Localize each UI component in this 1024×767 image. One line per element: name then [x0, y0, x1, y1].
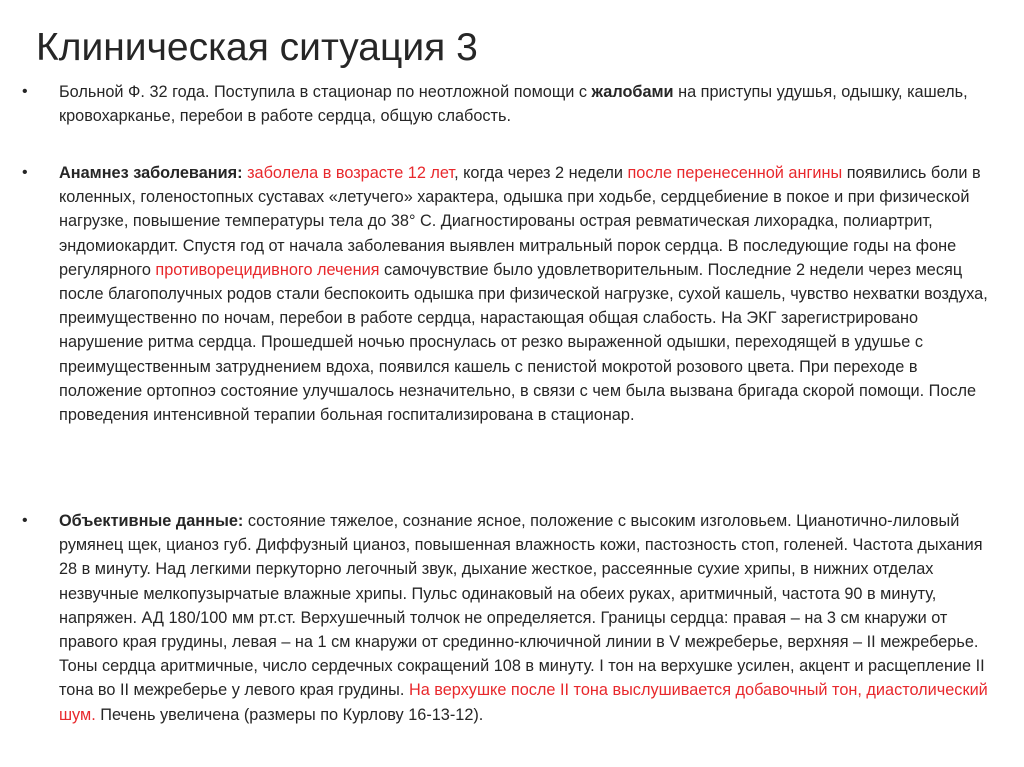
bullet-marker: •	[22, 164, 28, 181]
objective-paragraph	[22, 509, 1001, 727]
objective-text-1: состояние тяжелое, сознание ясное, положение с высоким изголовьем. Цианотично-лиловый румянец щек, цианоз губ. Диффузный цианоз, повышенная влажность кожи, пастозность стоп, голеней. Частота дыхания 28 в минуту. Над легкими перкуторно легочный звук, дыхание жесткое, рассеянные сухие хрипы, в нижних отделах незвучные мелкопузырчатые влажные хрипы. Пульс одинаковый на обеих руках, аритмичный, частота 90 в минуту, напряжен. АД 180/100 мм рт.ст. Верхушечный толчок не определяется. Границы сердца: правая – на 3 см кнаружи от правого края грудины, левая – на 1 см кнаружи от срединно-ключичной линии в V межреберье, верхняя – II межреберье. Тоны сердца аритмичные, число сердечных сокращений 108 в минуту. I тон на верхушке усилен, акцент и расщепление II тона во II межреберье у левого края грудины.	[59, 512, 985, 700]
bullet-marker: •	[22, 512, 28, 529]
complaints-paragraph	[22, 80, 1001, 128]
anamnesis-text-2: появились боли в коленных, голеностопных суставах «летучего» характера, одышка при ходьбе, сердцебиение в покое и при физической нагрузке, повышение температуры тела до 38° С. Диагностированы острая ревматическая лихорадка, полиартрит, эндомиокардит. Спустя год от начала заболевания выявлен митральный порок сердца. В последующие годы на фоне регулярного	[59, 164, 981, 279]
anamnesis-highlight-treatment: противорецидивного лечения	[155, 260, 380, 279]
complaints-bold-term: жалобами	[591, 83, 674, 101]
complaints-text-after: на приступы удушья, одышку, кашель, кровохарканье, перебои в работе сердца, общую слабость.	[59, 83, 968, 126]
objective-text-2: Печень увеличена (размеры по Курлову 16-13-12).	[95, 705, 484, 724]
objective-label: Объективные данные:	[59, 512, 244, 530]
anamnesis-text-1: , когда через 2 недели	[454, 164, 628, 182]
anamnesis-highlight-onset: заболела в возрасте 12 лет	[247, 164, 455, 182]
bullet-marker: •	[22, 83, 28, 100]
complaints-text-before: Больной Ф. 32 года. Поступила в стационар по неотложной помощи с	[59, 83, 592, 101]
objective-highlight-murmur: На верхушке после II тона выслушивается добавочный тон, диастолический шум.	[59, 681, 988, 724]
anamnesis-paragraph	[22, 161, 1001, 427]
anamnesis-label: Анамнез заболевания:	[59, 164, 243, 182]
anamnesis-highlight-angina: после перенесенной ангины	[627, 164, 843, 182]
anamnesis-text-3: самочувствие было удовлетворительным. Последние 2 недели через месяц после благополучных родов стали беспокоить одышка при физической нагрузке, сухой кашель, чувство нехватки воздуха, преимущественно по ночам, перебои в работе сердца, нарастающая общая слабость. На ЭКГ зарегистрировано нарушение ритма сердца. Прошедшей ночью проснулась от резко выраженной одышки, переходящей в удушье с преимущественным затруднением вдоха, появился кашель с пенистой мокротой розового цвета. При переходе в положение ортопноэ состояние улучшалось незначительно, в связи с чем была вызвана бригада скорой помощи. После проведения интенсивной терапии больная госпитализирована в стационар.	[59, 260, 988, 425]
slide-title: Клиническая ситуация 3	[36, 26, 478, 69]
